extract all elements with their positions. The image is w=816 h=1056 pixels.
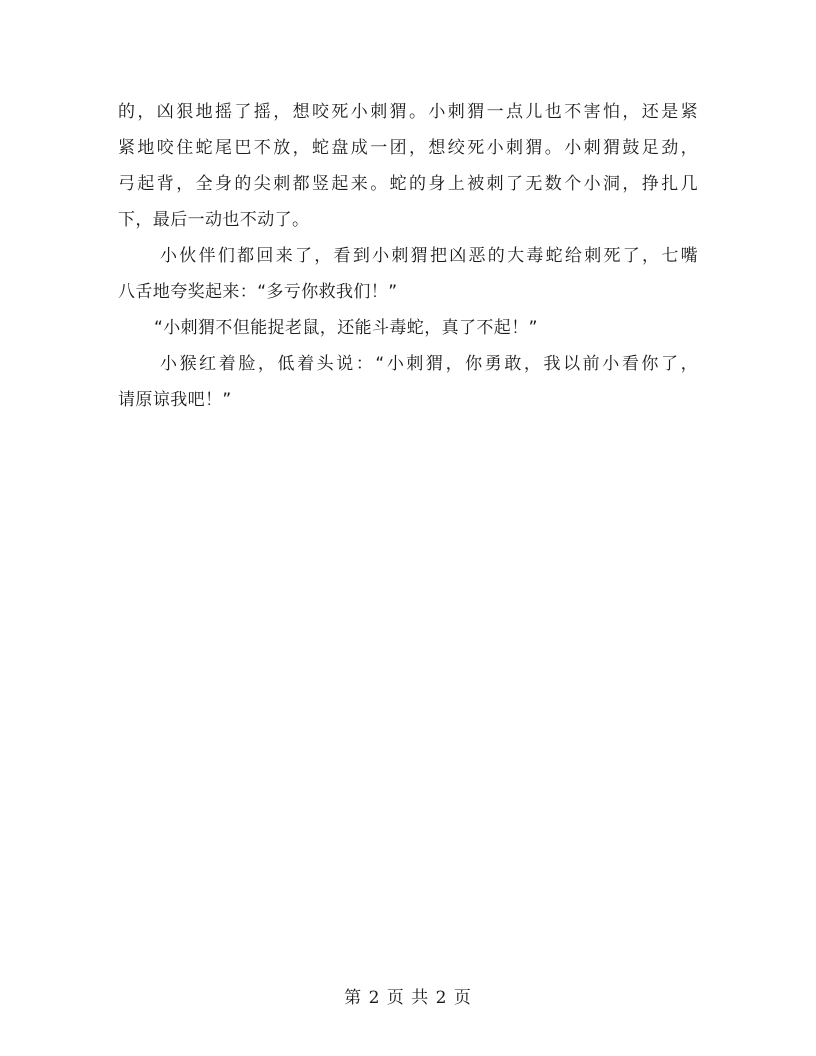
text-line: “小刺猬不但能捉老鼠，还能斗毒蛇，真了不起！” (154, 318, 538, 338)
text-line: 紧地咬住蛇尾巴不放，蛇盘成一团，想绞死小刺猬。小刺猬鼓足劲， (118, 138, 698, 158)
text-line: 的，凶狠地摇了摇，想咬死小刺猬。小刺猬一点儿也不害怕，还是紧 (118, 102, 698, 122)
text-line: 下，最后一动也不动了。 (118, 210, 310, 230)
text-line: 八舌地夸奖起来：“多亏你救我们！” (118, 282, 398, 302)
text-line: 小伙伴们都回来了，看到小刺猬把凶恶的大毒蛇给刺死了，七嘴 (160, 246, 698, 266)
text-line: 小猴红着脸，低着头说：“小刺猬，你勇敢，我以前小看你了， (160, 354, 698, 374)
page-number-footer: 第 2 页 共 2 页 (344, 988, 472, 1008)
body-text (118, 94, 698, 418)
text-line: 弓起背，全身的尖刺都竖起来。蛇的身上被刺了无数个小洞，挣扎几 (118, 174, 698, 194)
text-line: 请原谅我吧！” (118, 390, 232, 410)
